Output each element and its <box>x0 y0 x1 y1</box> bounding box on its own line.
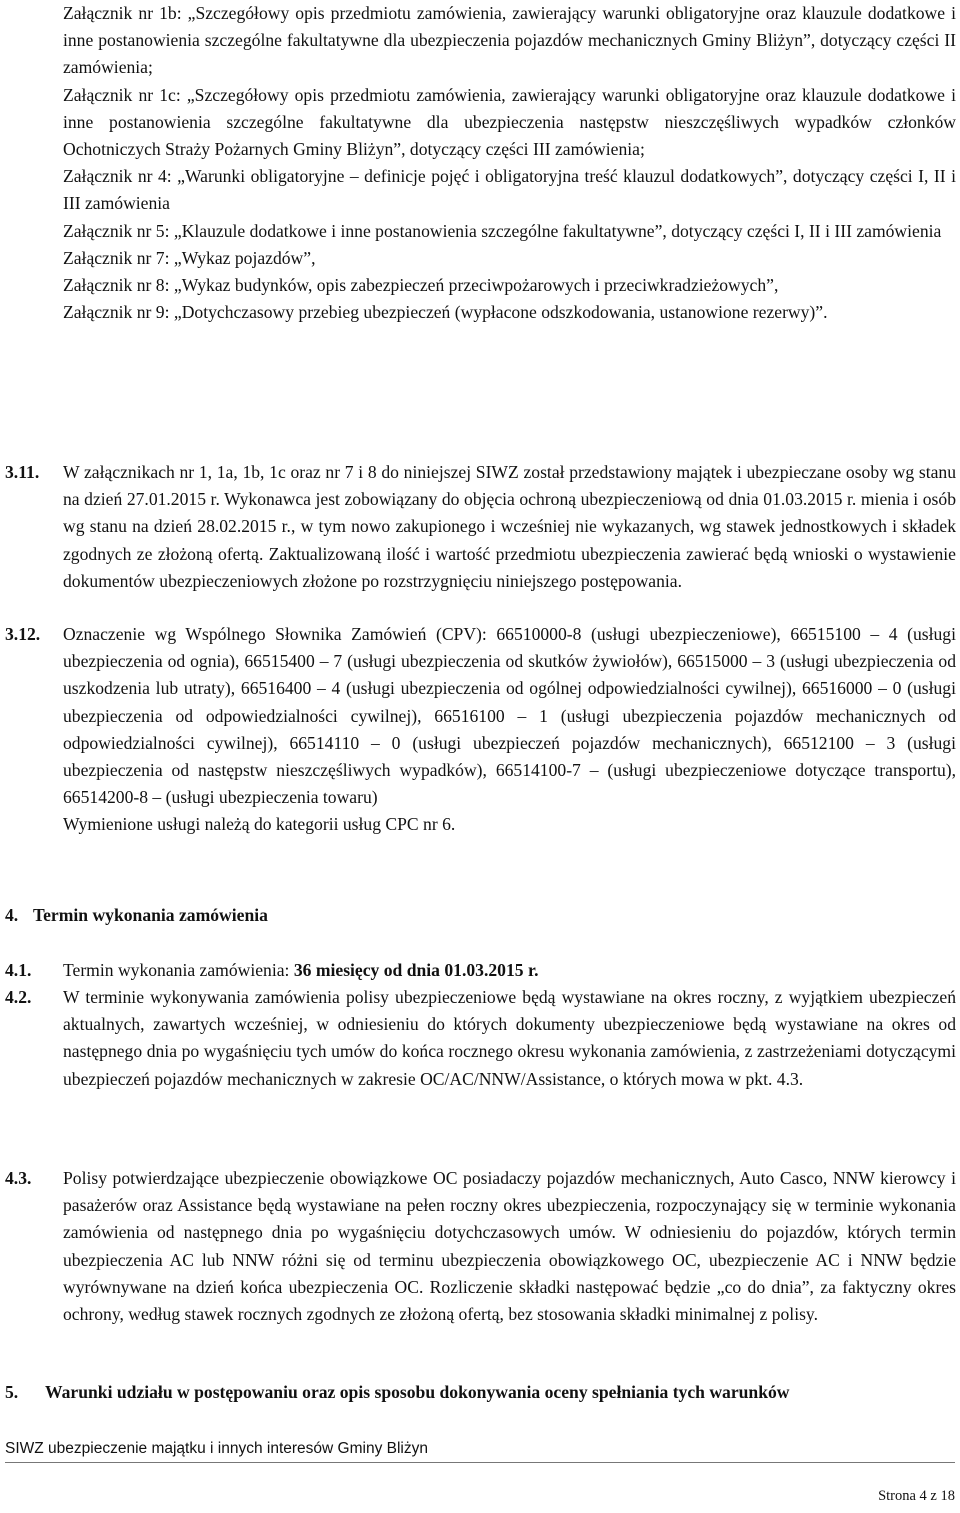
attachment-7: Załącznik nr 7: „Wykaz pojazdów”, <box>63 247 316 268</box>
section-3-12 <box>5 621 956 839</box>
section-number: 4.3. <box>5 1168 32 1188</box>
section-text: Termin wykonania zamówienia: <box>63 960 294 980</box>
section-title: Termin wykonania zamówienia <box>33 905 268 925</box>
attachment-1b: Załącznik nr 1b: „Szczegółowy opis przedmiotu zamówienia, zawierający warunki obligatoryjne oraz klauzule dodatkowe i inne postanowienia szczególne fakultatywne dla ubezpieczenia pojazdów mechanicznych Gminy Bliżyn”, dotyczący części II zamówienia; <box>63 3 956 78</box>
section-4-2 <box>5 984 956 1093</box>
section-4-3 <box>5 1165 956 1328</box>
page-number: Strona 4 z 18 <box>878 1488 955 1504</box>
section-number: 5. <box>5 1382 19 1402</box>
section-number: 4. <box>5 905 19 925</box>
section-title: Warunki udziału w postępowaniu oraz opis sposobu dokonywania oceny spełniania tych warunków <box>45 1382 790 1402</box>
section-4-1 <box>5 957 956 984</box>
section-text: Polisy potwierdzające ubezpieczenie obowiązkowe OC posiadaczy pojazdów mechanicznych, Auto Casco, NNW kierowcy i pasażerów oraz Assistance będą wystawiane na pełen roczny okres ubezpieczenia, rozpoczynający się w terminie wykonania zamówienia od następnego dnia po wygaśnięciu dotychczasowych umów. W odniesieniu do pojazdów, których termin ubezpieczenia AC lub NNW różni się od terminu ubezpieczenia obowiązkowego OC, ubezpieczenie AC i NNW będzie wyrównywane na dzień końca ubezpieczenia OC. Rozliczenie składki następować będzie „co do dnia”, za faktyczny okres ochrony, według stawek rocznych zgodnych ze złożoną ofertą, bez stosowania składki minimalnej z polisy. <box>63 1168 956 1325</box>
attachments-list <box>63 0 956 326</box>
attachment-8: Załącznik nr 8: „Wykaz budynków, opis zabezpieczeń przeciwpożarowych i przeciwkradzieżowych”, <box>63 275 779 296</box>
footer-divider <box>5 1462 955 1463</box>
section-number: 3.12. <box>5 624 41 644</box>
attachment-4: Załącznik nr 4: „Warunki obligatoryjne – definicje pojęć i obligatoryjna treść klauzul dodatkowych”, dotyczący części I, II i III zamówienia <box>63 166 956 214</box>
attachment-5: Załącznik nr 5: „Klauzule dodatkowe i inne postanowienia szczególne fakultatywne”, dotyczący części I, II i III zamówienia <box>63 220 942 241</box>
section-5-heading <box>5 1379 956 1406</box>
section-text-bold: 36 miesięcy od dnia 01.03.2015 r. <box>293 960 539 980</box>
section-number: 4.2. <box>5 987 32 1007</box>
section-number: 4.1. <box>5 960 32 980</box>
section-3-11 <box>5 459 956 595</box>
section-number: 3.11. <box>5 462 40 482</box>
footer-document-title: SIWZ ubezpieczenie majątku i innych interesów Gminy Bliżyn <box>5 1440 428 1457</box>
attachment-1c: Załącznik nr 1c: „Szczegółowy opis przedmiotu zamówienia, zawierający warunki obligatoryjne oraz klauzule dodatkowe i inne postanowienia szczególne fakultatywne dla ubezpieczenia następstw nieszczęśliwych wypadków członków Ochotniczych Straży Pożarnych Gminy Bliżyn”, dotyczący części III zamówienia; <box>63 84 956 160</box>
section-text: Oznaczenie wg Wspólnego Słownika Zamówień (CPV): 66510000-8 (usługi ubezpieczeniowe), 66515100 – 4 (usługi ubezpieczenia od ognia), 66515400 – 7 (usługi ubezpieczenia od skutków żywiołów), 66515000 – 3 (usługi ubezpieczenia od uszkodzenia lub utraty), 66516400 – 4 (usługi ubezpieczenia od ogólnej odpowiedzialności cywilnej), 66516000 – 0 (usługi ubezpieczenia od odpowiedzialności cywilnej), 66516100 – 1 (usługi ubezpieczenia pojazdów mechanicznych od odpowiedzialności cywilnej), 66514110 – 0 (usługi ubezpieczeń pojazdów mechanicznych), 66512100 – 3 (usługi ubezpieczenia od następstw nieszczęśliwych wypadków), 66514100-7 – (usługi ubezpieczeniowe dotyczące transportu), 66514200-8 – (usługi ubezpieczenia towaru) <box>63 624 956 808</box>
section-4-heading <box>5 902 956 929</box>
section-text-cpc: Wymienione usługi należą do kategorii usług CPC nr 6. <box>63 814 456 835</box>
attachment-9: Załącznik nr 9: „Dotychczasowy przebieg ubezpieczeń (wypłacone odszkodowania, ustanowione rezerwy)”. <box>63 302 828 323</box>
section-text: W załącznikach nr 1, 1a, 1b, 1c oraz nr 7 i 8 do niniejszej SIWZ został przedstawiony majątek i ubezpieczane osoby wg stanu na dzień 27.01.2015 r. Wykonawca jest zobowiązany do objęcia ochroną ubezpieczeniową od dnia 01.03.2015 r. mienia i osób wg stanu na dzień 28.02.2015 r., w tym nowo zakupionego i wcześniej nie wykazanych, wg stawek jednostkowych i składek zgodnych ze złożoną ofertą. Zaktualizowaną ilość i wartość przedmiotu ubezpieczenia zawierać będą wnioski o wystawienie dokumentów ubezpieczeniowych złożone po rozstrzygnięciu niniejszego postępowania. <box>63 462 956 591</box>
section-text: W terminie wykonywania zamówienia polisy ubezpieczeniowe będą wystawiane na okres roczny, z wyjątkiem ubezpieczeń aktualnych, zawartych wcześniej, w odniesieniu do których dokumenty ubezpieczeniowe będą wystawiane na okres od następnego dnia po wygaśnięciu tych umów do końca rocznego okresu wykonania zamówienia, z zastrzeżeniami dotyczącymi ubezpieczeń pojazdów mechanicznych w zakresie OC/AC/NNW/Assistance, o których mowa w pkt. 4.3. <box>63 987 956 1089</box>
